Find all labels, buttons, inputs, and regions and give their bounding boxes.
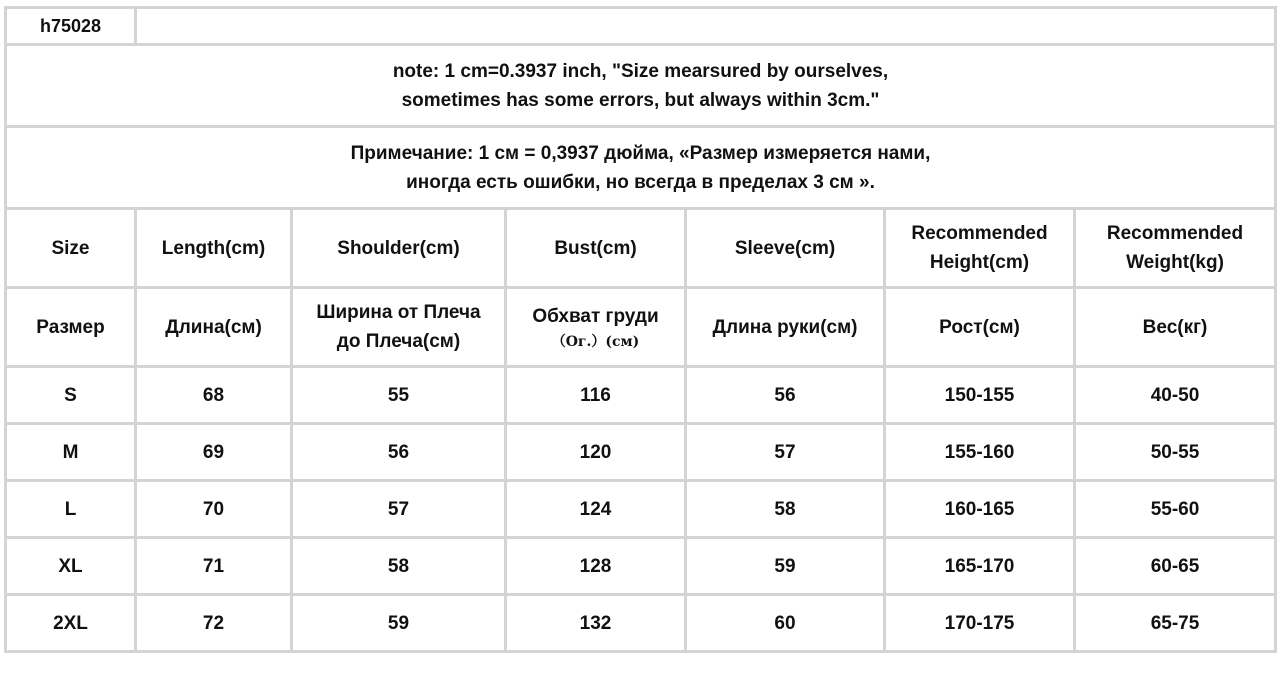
table-row bbox=[6, 595, 1276, 652]
cell-bust: 116 bbox=[506, 367, 686, 424]
cell-height: 170-175 bbox=[885, 595, 1075, 652]
cell-shoulder: 59 bbox=[292, 595, 506, 652]
header-en-height: Recommended Height(cm) bbox=[885, 209, 1075, 288]
cell-height: 150-155 bbox=[885, 367, 1075, 424]
cell-shoulder: 58 bbox=[292, 538, 506, 595]
cell-size: 2XL bbox=[6, 595, 136, 652]
product-code: h75028 bbox=[6, 8, 136, 45]
cell-bust: 132 bbox=[506, 595, 686, 652]
cell-sleeve: 57 bbox=[686, 424, 885, 481]
header-ru-weight: Вес(кг) bbox=[1075, 288, 1276, 367]
note-russian bbox=[6, 127, 1276, 209]
table-row bbox=[6, 538, 1276, 595]
size-table bbox=[4, 6, 1277, 653]
header-ru-bust: Обхват груди （Ог.）(см) bbox=[506, 288, 686, 367]
cell-shoulder: 57 bbox=[292, 481, 506, 538]
cell-sleeve: 56 bbox=[686, 367, 885, 424]
note-english-line-1: note: 1 cm=0.3937 inch, "Size mearsured by ourselves, bbox=[392, 60, 889, 82]
cell-length: 70 bbox=[136, 481, 292, 538]
cell-sleeve: 60 bbox=[686, 595, 885, 652]
cell-size: L bbox=[6, 481, 136, 538]
note-russian-line-2: иногда есть ошибки, но всегда в пределах 3 см ». bbox=[406, 171, 875, 193]
cell-sleeve: 59 bbox=[686, 538, 885, 595]
cell-length: 68 bbox=[136, 367, 292, 424]
cell-weight: 55-60 bbox=[1075, 481, 1276, 538]
product-code-row bbox=[6, 8, 1276, 45]
header-en-weight: Recommended Weight(kg) bbox=[1075, 209, 1276, 288]
cell-bust: 124 bbox=[506, 481, 686, 538]
cell-size: XL bbox=[6, 538, 136, 595]
cell-weight: 50-55 bbox=[1075, 424, 1276, 481]
header-en-sleeve: Sleeve(cm) bbox=[686, 209, 885, 288]
note-row-english bbox=[6, 45, 1276, 127]
cell-length: 69 bbox=[136, 424, 292, 481]
cell-length: 72 bbox=[136, 595, 292, 652]
header-row-english bbox=[6, 209, 1276, 288]
header-en-size: Size bbox=[6, 209, 136, 288]
header-ru-height: Рост(см) bbox=[885, 288, 1075, 367]
cell-sleeve: 58 bbox=[686, 481, 885, 538]
size-chart bbox=[4, 6, 1274, 672]
note-english bbox=[6, 45, 1276, 127]
header-row-russian bbox=[6, 288, 1276, 367]
note-english-line-2: sometimes has some errors, but always within 3cm." bbox=[401, 89, 880, 111]
header-en-length: Length(cm) bbox=[136, 209, 292, 288]
product-code-blank bbox=[136, 8, 1276, 45]
table-row bbox=[6, 367, 1276, 424]
cell-height: 155-160 bbox=[885, 424, 1075, 481]
cell-weight: 40-50 bbox=[1075, 367, 1276, 424]
table-row bbox=[6, 481, 1276, 538]
cell-height: 165-170 bbox=[885, 538, 1075, 595]
cell-size: M bbox=[6, 424, 136, 481]
cell-bust: 128 bbox=[506, 538, 686, 595]
header-en-shoulder: Shoulder(cm) bbox=[292, 209, 506, 288]
cell-shoulder: 55 bbox=[292, 367, 506, 424]
header-ru-length: Длина(см) bbox=[136, 288, 292, 367]
header-en-bust: Bust(cm) bbox=[506, 209, 686, 288]
header-ru-size: Размер bbox=[6, 288, 136, 367]
header-ru-sleeve: Длина руки(см) bbox=[686, 288, 885, 367]
note-row-russian bbox=[6, 127, 1276, 209]
note-russian-line-1: Примечание: 1 см = 0,3937 дюйма, «Размер измеряется нами, bbox=[350, 142, 931, 164]
cell-length: 71 bbox=[136, 538, 292, 595]
header-ru-shoulder: Ширина от Плеча до Плеча(см) bbox=[292, 288, 506, 367]
cell-shoulder: 56 bbox=[292, 424, 506, 481]
cell-bust: 120 bbox=[506, 424, 686, 481]
cell-size: S bbox=[6, 367, 136, 424]
cell-weight: 65-75 bbox=[1075, 595, 1276, 652]
cell-height: 160-165 bbox=[885, 481, 1075, 538]
table-row bbox=[6, 424, 1276, 481]
cell-weight: 60-65 bbox=[1075, 538, 1276, 595]
